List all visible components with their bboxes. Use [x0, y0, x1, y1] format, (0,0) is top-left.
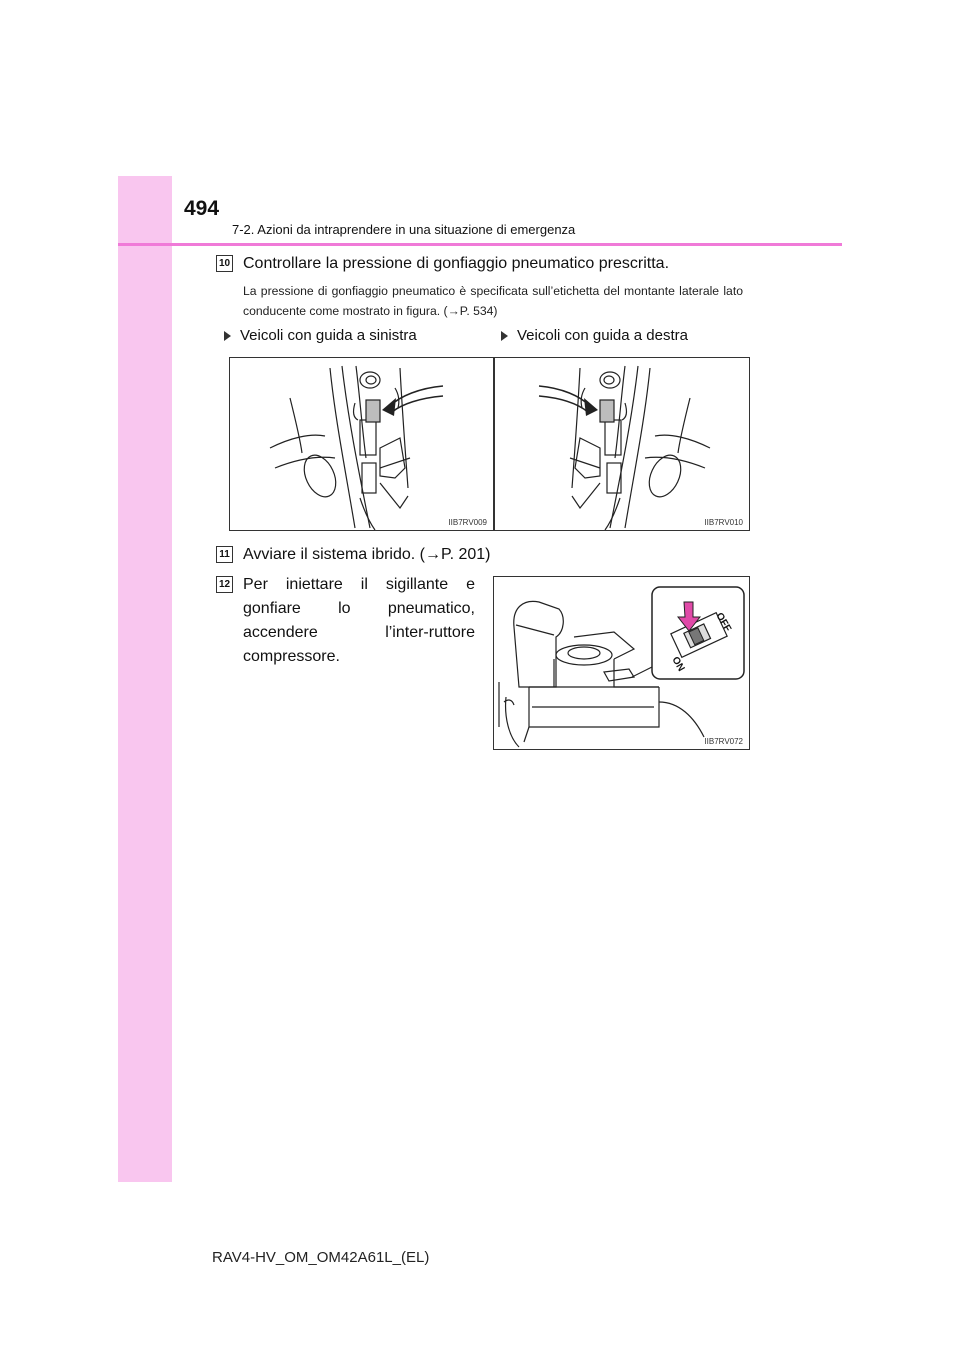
- figure-code-right: IIB7RV010: [704, 518, 743, 527]
- step-10-note: La pressione di gonfiaggio pneumatico è specificata sull’etichetta del montante laterale lato conducente come mostrato in figura. (→P. 534): [243, 284, 743, 318]
- pillar-illustration-right: [495, 358, 750, 531]
- figure-left-pillar-label: [229, 357, 494, 531]
- triangle-bullet-icon: [224, 331, 231, 341]
- header-rule: [118, 243, 842, 246]
- step-number-11: 11: [216, 546, 233, 563]
- figure-code-left: IIB7RV009: [448, 518, 487, 527]
- step-number-10: 10: [216, 255, 233, 272]
- switch-off-label: OFF: [713, 611, 733, 634]
- compressor-illustration: [494, 577, 750, 750]
- caption-right-text: Veicoli con guida a destra: [517, 327, 688, 344]
- document-code: RAV4-HV_OM_OM42A61L_(EL): [212, 1249, 430, 1266]
- switch-on-label: ON: [669, 655, 687, 674]
- chapter-title: 7-2. Azioni da intraprendere in una situazione di emergenza: [232, 222, 576, 237]
- triangle-bullet-icon: [501, 331, 508, 341]
- step-10-text: Controllare la pressione di gonfiaggio pneumatico prescritta.: [243, 255, 670, 272]
- caption-left-text: Veicoli con guida a sinistra: [240, 327, 417, 344]
- caption-right-hand-drive: [501, 327, 688, 344]
- figure-compressor-switch: [493, 576, 750, 750]
- step-number-12: 12: [216, 576, 233, 593]
- step-11-text: Avviare il sistema ibrido. (→P. 201): [243, 546, 491, 563]
- caption-left-hand-drive: [224, 327, 417, 344]
- figure-code-compressor: IIB7RV072: [704, 737, 743, 746]
- chapter-sidebar-tab: [118, 176, 172, 1182]
- figure-right-pillar-label: [494, 357, 750, 531]
- step-12-text: Per iniettare il sigillante e gonfiare lo pneumatico, accendere l’inter-ruttore compressore.: [243, 576, 475, 665]
- page-number: 494: [184, 197, 220, 220]
- pillar-illustration-left: [230, 358, 494, 531]
